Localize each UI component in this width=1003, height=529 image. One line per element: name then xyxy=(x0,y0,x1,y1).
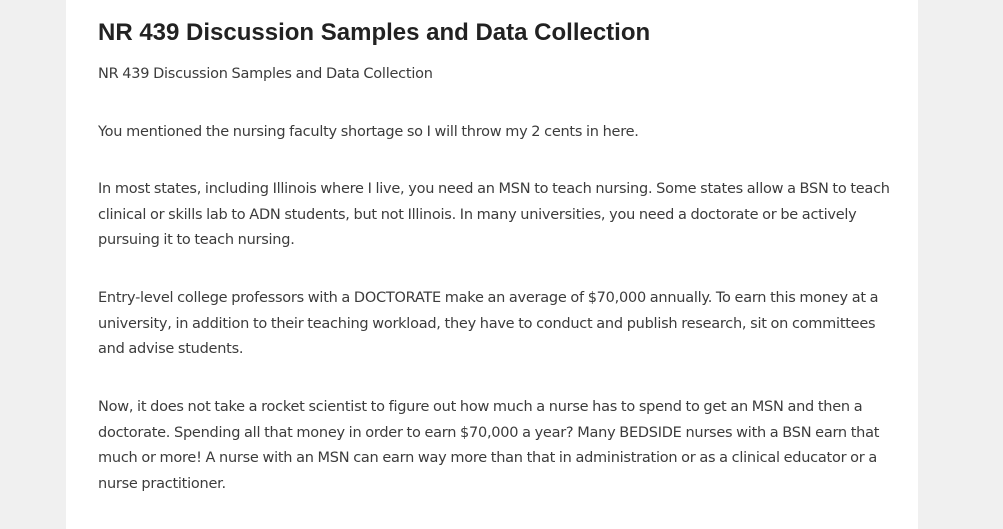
paragraph-faculty-shortage: You mentioned the nursing faculty shortage so I will throw my 2 cents in here. xyxy=(98,124,639,140)
paragraph-cost-comparison: Now, it does not take a rocket scientist to figure out how much a nurse has to spend to get an MSN and then a doctorate. Spending all that money in order to earn $70,000 a year? Many BEDSIDE nurses with a BSN earn that much or more! A nurse with an MSN can earn way more than that in administration or as a clinical educator or a nurse practitioner. xyxy=(98,399,880,493)
paragraph-professor-salary: Entry-level college professors with a DOCTORATE make an average of $70,000 annually. To earn this money at a university, in addition to their teaching workload, they have to conduct and publish research, sit on committees and advise students. xyxy=(98,290,879,358)
paragraph-msn-requirement: In most states, including Illinois where I live, you need an MSN to teach nursing. Some states allow a BSN to teach clinical or skills lab to ADN students, but not Illinois. In many universities, you need a doctorate or be actively pursuing it to teach nursing. xyxy=(98,181,890,249)
article-subtitle: NR 439 Discussion Samples and Data Collection xyxy=(98,66,433,82)
article-page xyxy=(66,0,918,529)
page-title: NR 439 Discussion Samples and Data Collection xyxy=(98,19,651,46)
